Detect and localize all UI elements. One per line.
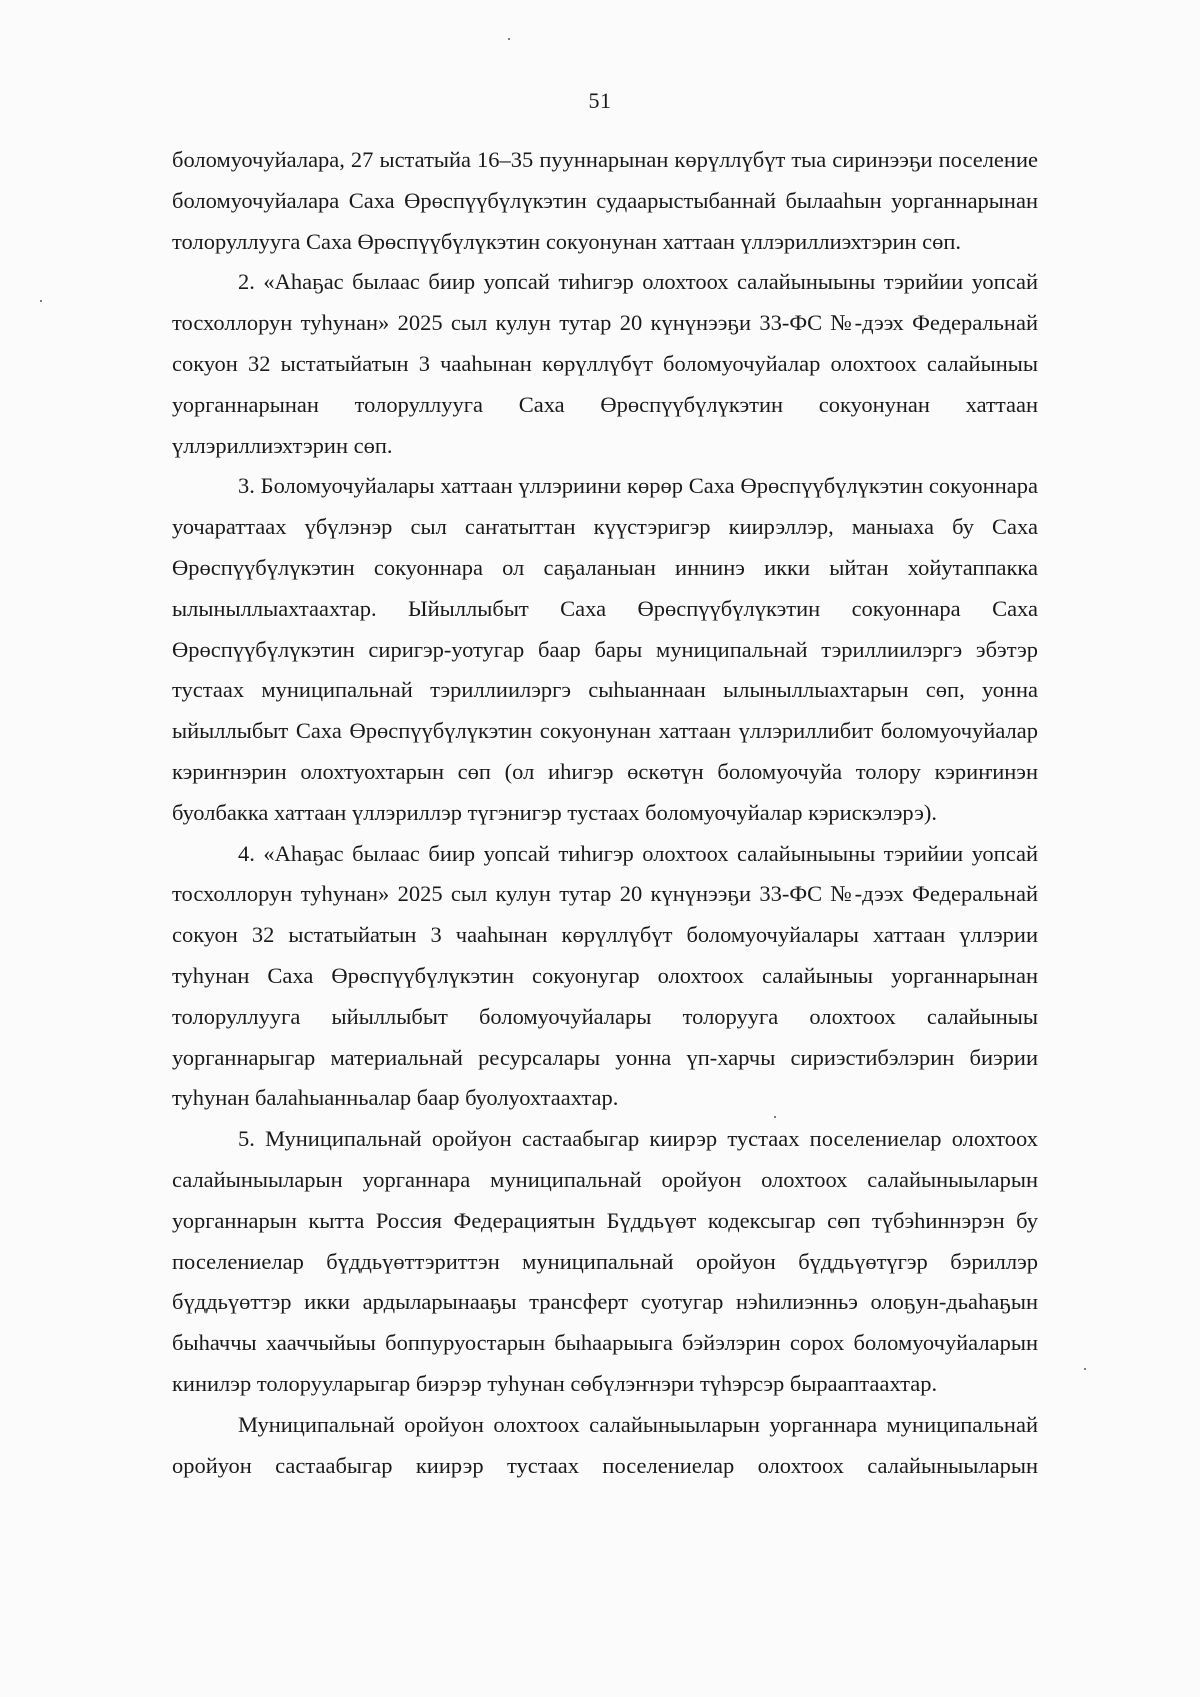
paragraph-item-5: 5. Муниципальнай оройуон састаабыгар киирэр тустаах поселениелар олохтоох салайыныыларын уорганнара муниципальнай оройуон олохтоох салайыныыларын уорганнарын кытта Россия Федерациятын Бүддьүөт кодексыгар сөп түбэһиннэрэн бу поселениелар бүддьүөттэриттэн муниципальнай оройуон бүддьүөтүгэр бэриллэр бүддьүөттэр икки ардыларынааҕы трансферт суотугар нэһилиэнньэ олоҕун-дьаһаҕын быһаччы хааччыйыы боппуруостарын быһаарыыга бэйэлэрин сорох боломуочуйаларын кинилэр толорууларыгар биэрэр туһунан сөбүлэҥнэри түһэрсэр бырааптаахтар. <box>172 1126 1038 1396</box>
paragraph-item-3: 3. Боломуочуйалары хаттаан үллэриини көрөр Саха Өрөспүүбүлүкэтин сокуоннара уочараттаах үбүлэнэр сыл саҥатыттан күүстэригэр киирэллэр, маныаха бу Саха Өрөспүүбүлүкэтин сокуоннара ол саҕаланыан иннинэ икки ыйтан хойутаппакка ылыныллыахтаахтар. Ыйыллыбыт Саха Өрөспүүбүлүкэтин сокуоннара Саха Өрөспүүбүлүкэтин сиригэр-уотугар баар бары муниципальнай тэриллиилэргэ эбэтэр тустаах муниципальнай тэриллиилэргэ сыһыаннаан ылыныллыахтарын сөп, уонна ыйыллыбыт Саха Өрөспүүбүлүкэтин сокуонунан хаттаан үллэриллибит боломуочуйалар кэриҥнэрин олохтуохтарын сөп (ол иһигэр өскөтүн боломуочуйа толору кэриҥинэн буолбакка хаттаан үллэриллэр түгэнигэр тустаах боломуочуйалар кэрискэлэрэ). <box>172 473 1038 825</box>
scan-speck <box>40 300 42 302</box>
paragraph-item-4: 4. «Аһаҕас былаас биир уопсай тиһигэр олохтоох салайыныыны тэрийии уопсай тосхоллорун туһунан» 2025 сыл кулун тутар 20 күнүнээҕи 33-ФС №-дээх Федеральнай сокуон 32 ыстатыйатын 3 чааһынан көрүллүбүт боломуочуйалары хаттаан үллэрии туһунан Саха Өрөспүүбүлүкэтин сокуонугар олохтоох салайыныы уорганнарынан толоруллууга ыйыллыбыт боломуочуйалары толорууга олохтоох салайыныы уорганнарыгар материальнай ресурсалары уонна үп-харчы сириэстибэлэрин биэрии туһунан балаһыанньалар баар буолуохтаахтар. <box>172 840 1038 1111</box>
paragraph-item-5-continued: Муниципальнай оройуон олохтоох салайыныыларын уорганнара муниципальнай оройуон састаабыгар киирэр тустаах поселениелар олохтоох салайыныыларын <box>172 1411 1038 1478</box>
document-body <box>172 140 1038 1486</box>
paragraph-item-2: 2. «Аһаҕас былаас биир уопсай тиһигэр олохтоох салайыныыны тэрийии уопсай тосхоллорун туһунан» 2025 сыл кулун тутар 20 күнүнээҕи 33-ФС №-дээх Федеральнай сокуон 32 ыстатыйатын 3 чааһынан көрүллүбүт боломуочуйалар олохтоох салайыныы уорганнарынан толоруллууга Саха Өрөспүүбүлүкэтин сокуонунан хаттаан үллэриллиэхтэрин сөп. <box>172 269 1038 458</box>
page-number: 51 <box>588 88 612 113</box>
scan-speck <box>508 38 510 40</box>
scan-speck <box>774 1116 776 1118</box>
paragraph-continuation: боломуочуйалара, 27 ыстатыйа 16–35 пууннарынан көрүллүбүт тыа сиринээҕи поселение боломуочуйалара Саха Өрөспүүбүлүкэтин судаарыстыбаннай былааһын уорганнарынан толоруллууга Саха Өрөспүүбүлүкэтин сокуонунан хаттаан үллэриллиэхтэрин сөп. <box>172 147 1038 254</box>
scan-speck <box>1084 1368 1086 1370</box>
